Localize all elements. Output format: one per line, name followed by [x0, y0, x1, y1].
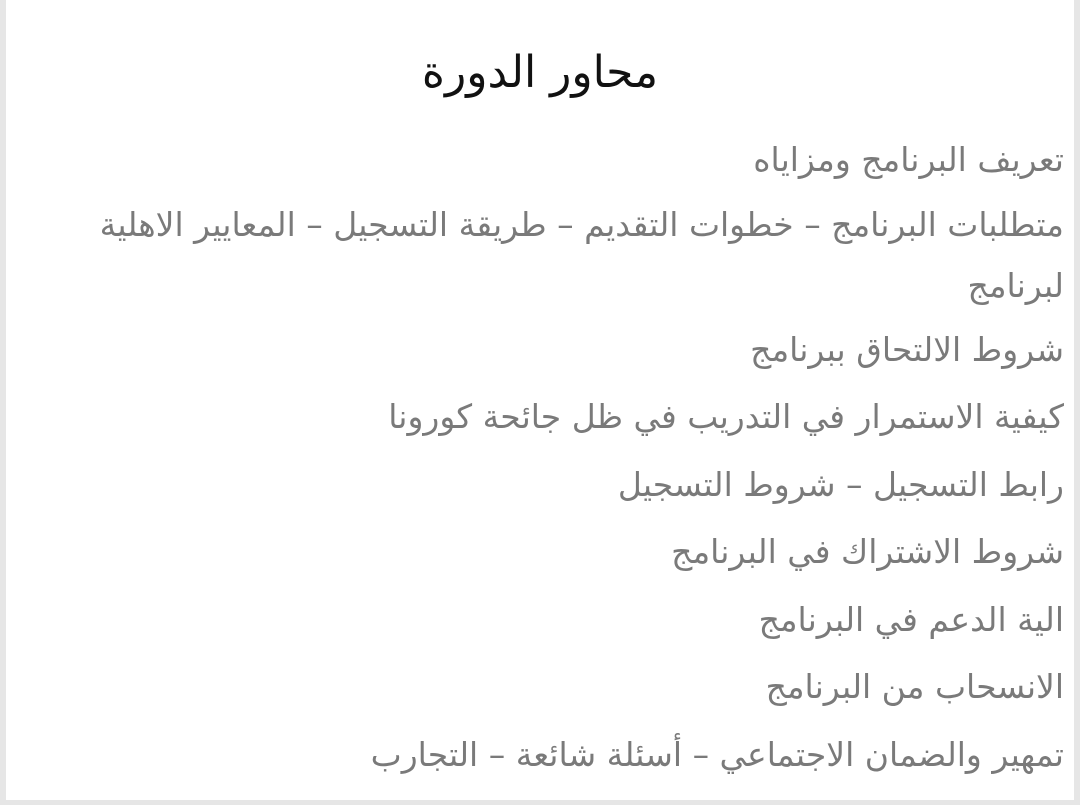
topic-list — [96, 126, 1064, 788]
topic-item: متطلبات البرنامج – خطوات التقديم – طريقة التسجيل – المعايير الاهلية لبرنامج — [99, 204, 1064, 305]
topic-item: كيفية الاستمرار في التدريب في ظل جائحة كورونا — [388, 397, 1064, 436]
topic-item: الية الدعم في البرنامج — [758, 599, 1064, 639]
topic-item: شروط الالتحاق ببرنامج — [750, 329, 1064, 369]
topic-item: رابط التسجيل – شروط التسجيل — [617, 464, 1064, 504]
topic-item: تمهير والضمان الاجتماعي – أسئلة شائعة – التجارب — [370, 734, 1064, 774]
page-title: محاور الدورة — [421, 47, 659, 98]
topic-item: تعريف البرنامج ومزاياه — [753, 140, 1064, 179]
document-page — [6, 0, 1074, 800]
topic-item: الانسحاب من البرنامج — [765, 667, 1064, 706]
topic-item: شروط الاشتراك في البرنامج — [671, 532, 1064, 571]
